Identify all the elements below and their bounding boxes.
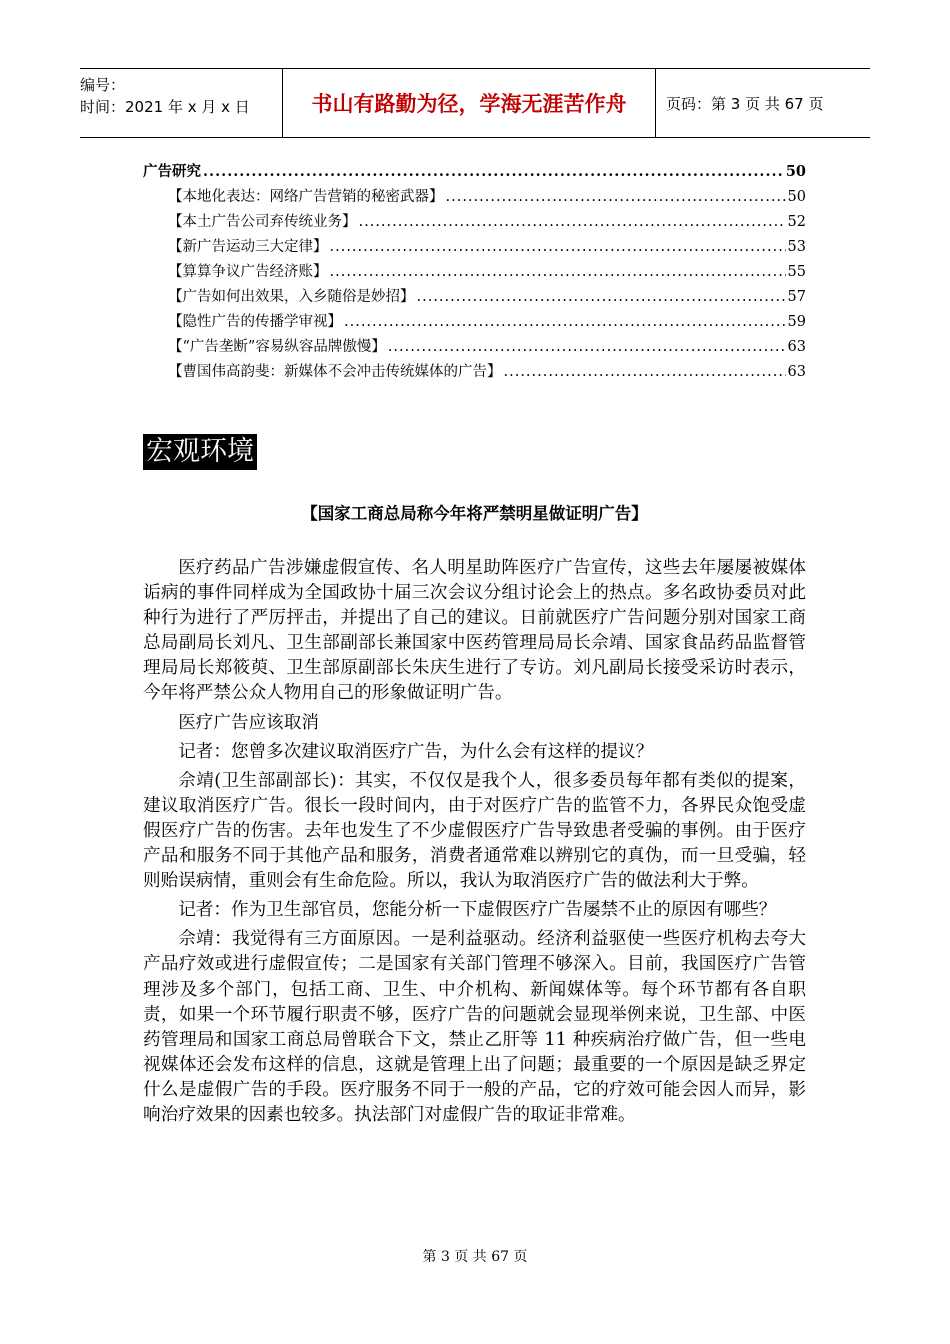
toc-entry-page: 57 xyxy=(787,289,806,305)
toc-entry[interactable] xyxy=(143,235,806,260)
table-of-contents xyxy=(143,160,806,385)
paragraph: 医疗药品广告涉嫌虚假宣传、名人明星助阵医疗广告宣传，这些去年屡屡被媒体诟病的事件同样成为全国政协十届三次会议分组讨论会上的热点。多名政协委员对此种行为进行了严厉抨击，并提出了自己的建议。日前就医疗广告问题分别对国家工商总局副局长刘凡、卫生部副部长兼国家中医药管理局局长佘靖、国家食品药品监督管理局局长郑筱萸、卫生部原副部长朱庆生进行了专访。刘凡副局长接受采访时表示，今年将严禁公众人物用自己的形象做证明广告。 xyxy=(143,558,806,704)
paragraph: 医疗广告应该取消 xyxy=(178,712,319,733)
toc-entry-page: 53 xyxy=(787,239,806,255)
toc-entry-title: 【“广告垄断”容易纵容品牌傲慢】 xyxy=(168,339,386,355)
toc-entry[interactable] xyxy=(143,360,806,385)
toc-entry[interactable] xyxy=(143,210,806,235)
article-body xyxy=(143,556,806,1132)
header-meta xyxy=(80,69,283,137)
toc-entry[interactable] xyxy=(143,185,806,210)
toc-entry-title: 【广告如何出效果，入乡随俗是妙招】 xyxy=(168,289,415,305)
toc-leader-dots xyxy=(417,289,786,305)
page-header xyxy=(80,68,870,138)
toc-entry-title: 【本土广告公司弃传统业务】 xyxy=(168,214,357,230)
toc-entry-title: 【隐性广告的传播学审视】 xyxy=(168,314,342,330)
header-date: 时间：2021 年 x 月 x 日 xyxy=(80,98,250,116)
toc-entry-page: 50 xyxy=(787,189,806,205)
toc-leader-dots xyxy=(504,364,786,380)
header-page-info: 页码：第 3 页 共 67 页 xyxy=(666,94,824,113)
toc-entry-title: 【新广告运动三大定律】 xyxy=(168,239,328,255)
toc-entry-page: 55 xyxy=(787,264,806,280)
toc-entry[interactable] xyxy=(143,285,806,310)
paragraph: 佘靖(卫生部副部长)：其实，不仅仅是我个人，很多委员每年都有类似的提案，建议取消医疗广告。很长一段时间内，由于对医疗广告的监管不力，各界民众饱受虚假医疗广告的伤害。去年也发生了不少虚假医疗广告导致患者受骗的事例。由于医疗产品和服务不同于其他产品和服务，消费者通常难以辨别它的真伪，而一旦受骗，轻则贻误病情，重则会有生命危险。所以，我认为取消医疗广告的做法利大于弊。 xyxy=(143,770,806,892)
toc-leader-dots xyxy=(330,264,786,280)
toc-leader-dots xyxy=(330,239,786,255)
toc-leader-dots xyxy=(388,339,786,355)
toc-entry[interactable] xyxy=(143,335,806,360)
paragraph: 佘靖：我觉得有三方面原因。一是利益驱动。经济利益驱使一些医疗机构去夸大产品疗效或进行虚假宣传；二是国家有关部门管理不够深入。目前，我国医疗广告管理涉及多个部门，包括工商、卫生、中介机构、新闻媒体等。每个环节都有各自职责，如果一个环节履行职责不够，医疗广告的问题就会显现举例来说，卫生部、中医药管理局和国家工商总局曾联合下文，禁止乙肝等 11 种疾病治疗做广告，但一些电视媒体还会发布这样的信息，这就是管理上出了问题；最重要的一个原因是缺乏界定什么是虚假广告的手段。医疗服务不同于一般的产品，它的疗效可能会因人而异，影响治疗效果的因素也较多。执法部门对虚假广告的取证非常难。 xyxy=(143,929,806,1125)
toc-entry-title: 广告研究 xyxy=(143,163,201,180)
header-motto: 书山有路勤为径，学海无涯苦作舟 xyxy=(283,69,656,137)
paragraph: 记者：作为卫生部官员，您能分析一下虚假医疗广告屡禁不止的原因有哪些？ xyxy=(178,900,777,921)
header-number-label: 编号： xyxy=(80,76,126,94)
toc-entry-page: 63 xyxy=(787,339,806,355)
toc-entry-title: 【算算争议广告经济账】 xyxy=(168,264,328,280)
toc-entry-page: 52 xyxy=(787,214,806,230)
page-footer: 第 3 页 共 67 页 xyxy=(422,1249,528,1265)
toc-entry-title: 【曹国伟高韵斐：新媒体不会冲击传统媒体的广告】 xyxy=(168,364,502,380)
toc-entry-title: 【本地化表达：网络广告营销的秘密武器】 xyxy=(168,189,444,205)
toc-leader-dots xyxy=(203,163,784,180)
toc-entry[interactable] xyxy=(143,310,806,335)
toc-leader-dots xyxy=(359,214,786,230)
toc-entry-page: 50 xyxy=(785,163,806,180)
toc-entry-page: 63 xyxy=(787,364,806,380)
section-heading: 宏观环境 xyxy=(143,434,257,470)
toc-main-entry[interactable] xyxy=(143,160,806,185)
paragraph: 记者：您曾多次建议取消医疗广告，为什么会有这样的提议？ xyxy=(178,741,654,762)
toc-leader-dots xyxy=(446,189,786,205)
toc-leader-dots xyxy=(344,314,786,330)
article-title: 【国家工商总局称今年将严禁明星做证明广告】 xyxy=(301,504,648,523)
toc-entry[interactable] xyxy=(143,260,806,285)
toc-entry-page: 59 xyxy=(787,314,806,330)
